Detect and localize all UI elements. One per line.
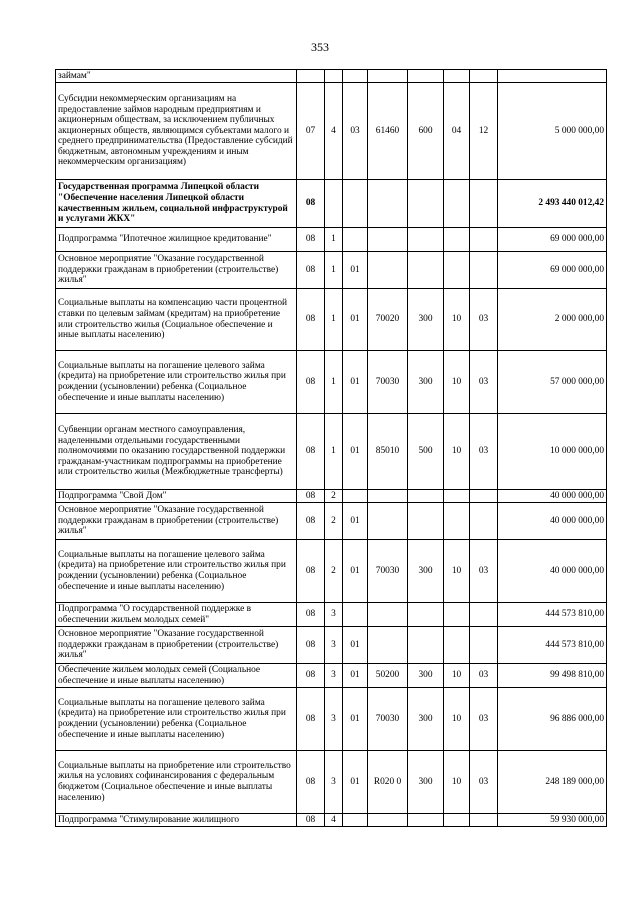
row-code-3: 01 xyxy=(343,503,368,540)
row-code-7: 03 xyxy=(470,414,498,490)
row-code-2: 1 xyxy=(325,228,343,252)
row-code-3 xyxy=(343,228,368,252)
row-name: Основное мероприятие "Оказание государственной поддержки гражданам в приобретении (строительстве) жилья" xyxy=(56,627,297,664)
row-code-5: 300 xyxy=(408,688,444,751)
row-code-4: 70030 xyxy=(368,540,408,603)
row-name: Подпрограмма "Свой Дом" xyxy=(56,490,297,503)
row-code-1: 08 xyxy=(297,228,325,252)
row-code-2: 3 xyxy=(325,688,343,751)
row-name: Подпрограмма "О государственной поддержке в обеспечении жильем молодых семей" xyxy=(56,603,297,627)
row-code-2: 2 xyxy=(325,540,343,603)
row-code-3: 01 xyxy=(343,414,368,490)
row-code-5 xyxy=(408,180,444,228)
row-code-6 xyxy=(444,228,470,252)
row-code-6 xyxy=(444,252,470,289)
row-amount: 99 498 810,00 xyxy=(498,664,607,688)
row-code-4 xyxy=(368,627,408,664)
row-code-2: 1 xyxy=(325,289,343,351)
row-code-7 xyxy=(470,252,498,289)
row-code-2: 4 xyxy=(325,814,343,827)
budget-table xyxy=(55,69,607,827)
row-code-5: 300 xyxy=(408,664,444,688)
row-code-2: 3 xyxy=(325,751,343,814)
row-code-2: 3 xyxy=(325,603,343,627)
row-code-4 xyxy=(368,70,408,83)
row-code-1: 08 xyxy=(297,603,325,627)
row-code-2: 2 xyxy=(325,490,343,503)
row-code-5: 600 xyxy=(408,83,444,180)
row-code-6: 04 xyxy=(444,83,470,180)
row-code-1: 08 xyxy=(297,627,325,664)
row-code-3 xyxy=(343,70,368,83)
row-code-7 xyxy=(470,603,498,627)
row-code-2 xyxy=(325,180,343,228)
row-name: Социальные выплаты на погашение целевого займа (кредита) на приобретение или строительство жилья при рождении (усыновлении) ребенка (Социальное обеспечение и иные выплаты населению) xyxy=(56,688,297,751)
row-code-3: 01 xyxy=(343,751,368,814)
row-code-1 xyxy=(297,70,325,83)
row-code-4 xyxy=(368,503,408,540)
row-amount: 444 573 810,00 xyxy=(498,603,607,627)
row-amount: 69 000 000,00 xyxy=(498,228,607,252)
table-row xyxy=(56,490,607,503)
row-code-3: 01 xyxy=(343,351,368,414)
row-code-4 xyxy=(368,228,408,252)
row-code-6: 10 xyxy=(444,351,470,414)
row-amount: 96 886 000,00 xyxy=(498,688,607,751)
row-code-7: 03 xyxy=(470,540,498,603)
row-name: Государственная программа Липецкой области "Обеспечение населения Липецкой области качественным жильем, социальной инфраструктурой и услугами ЖКХ" xyxy=(56,180,297,228)
table-row xyxy=(56,414,607,490)
row-name: Подпрограмма "Стимулирование жилищного xyxy=(56,814,297,827)
row-amount: 40 000 000,00 xyxy=(498,503,607,540)
row-code-7: 03 xyxy=(470,688,498,751)
row-code-3: 03 xyxy=(343,83,368,180)
row-amount: 10 000 000,00 xyxy=(498,414,607,490)
row-amount: 248 189 000,00 xyxy=(498,751,607,814)
row-code-4 xyxy=(368,180,408,228)
row-name: Субвенции органам местного самоуправления, наделенными отдельными государственными полномочиями по оказанию государственной поддержки гражданам-участникам подпрограммы на приобретение или строительство жилья (Межбюджетные трансферты) xyxy=(56,414,297,490)
row-code-3 xyxy=(343,814,368,827)
row-code-4: 70030 xyxy=(368,351,408,414)
row-code-6 xyxy=(444,603,470,627)
row-code-1: 08 xyxy=(297,751,325,814)
row-code-2 xyxy=(325,70,343,83)
row-amount: 69 000 000,00 xyxy=(498,252,607,289)
row-code-1: 08 xyxy=(297,503,325,540)
row-code-3 xyxy=(343,490,368,503)
row-code-3 xyxy=(343,603,368,627)
table-row xyxy=(56,289,607,351)
row-code-6 xyxy=(444,180,470,228)
row-code-5: 300 xyxy=(408,351,444,414)
row-code-4: 85010 xyxy=(368,414,408,490)
row-name: займам" xyxy=(56,70,297,83)
row-code-3: 01 xyxy=(343,688,368,751)
row-code-7 xyxy=(470,814,498,827)
row-code-5 xyxy=(408,503,444,540)
table-row xyxy=(56,540,607,603)
row-code-3 xyxy=(343,180,368,228)
row-code-7: 03 xyxy=(470,351,498,414)
row-code-2: 2 xyxy=(325,503,343,540)
row-code-7: 03 xyxy=(470,289,498,351)
row-code-1: 08 xyxy=(297,351,325,414)
row-code-4 xyxy=(368,814,408,827)
table-row xyxy=(56,664,607,688)
row-code-7 xyxy=(470,490,498,503)
table-row xyxy=(56,688,607,751)
row-amount: 2 000 000,00 xyxy=(498,289,607,351)
row-code-4: 50200 xyxy=(368,664,408,688)
row-code-3: 01 xyxy=(343,540,368,603)
row-code-5 xyxy=(408,228,444,252)
row-code-5 xyxy=(408,814,444,827)
row-code-2: 1 xyxy=(325,252,343,289)
row-code-1: 08 xyxy=(297,252,325,289)
row-code-7 xyxy=(470,627,498,664)
row-amount: 40 000 000,00 xyxy=(498,540,607,603)
table-row xyxy=(56,228,607,252)
page-number: 353 xyxy=(311,40,329,54)
row-name: Социальные выплаты на компенсацию части процентной ставки по целевым займам (кредитам) на приобретение или строительство жилья (Социальное обеспечение и иные выплаты населению) xyxy=(56,289,297,351)
row-code-2: 1 xyxy=(325,351,343,414)
row-code-5 xyxy=(408,490,444,503)
row-code-5: 300 xyxy=(408,751,444,814)
table-row xyxy=(56,83,607,180)
row-code-7 xyxy=(470,503,498,540)
row-code-2: 3 xyxy=(325,664,343,688)
row-code-7 xyxy=(470,180,498,228)
row-code-5 xyxy=(408,70,444,83)
row-name: Обеспечение жильем молодых семей (Социальное обеспечение и иные выплаты населению) xyxy=(56,664,297,688)
row-code-1: 08 xyxy=(297,540,325,603)
row-code-6 xyxy=(444,490,470,503)
row-amount: 57 000 000,00 xyxy=(498,351,607,414)
row-name: Субсидии некоммерческим организациям на предоставление займов народным предприятиям и акционерным обществам, за исключением публичных акционерных обществ, являющимся субъектами малого и среднего предпринимательства (Предоставление субсидий бюджетным, автономным учреждениям и иным некоммерческим организациям) xyxy=(56,83,297,180)
row-code-6: 10 xyxy=(444,289,470,351)
row-amount: 59 930 000,00 xyxy=(498,814,607,827)
row-name: Социальные выплаты на погашение целевого займа (кредита) на приобретение или строительство жилья при рождении (усыновлении) ребенка (Социальное обеспечение и иные выплаты населению) xyxy=(56,351,297,414)
row-code-1: 08 xyxy=(297,664,325,688)
table-row xyxy=(56,252,607,289)
row-code-6: 10 xyxy=(444,751,470,814)
row-name: Социальные выплаты на погашение целевого займа (кредита) на приобретение или строительство жилья при рождении (усыновлении) ребенка (Социальное обеспечение и иные выплаты населению) xyxy=(56,540,297,603)
row-code-5 xyxy=(408,627,444,664)
row-amount: 40 000 000,00 xyxy=(498,490,607,503)
row-code-7: 12 xyxy=(470,83,498,180)
row-code-3: 01 xyxy=(343,664,368,688)
row-code-4: 70030 xyxy=(368,688,408,751)
table-row xyxy=(56,351,607,414)
table-row xyxy=(56,70,607,83)
row-code-6: 10 xyxy=(444,540,470,603)
table-body xyxy=(56,70,607,827)
row-code-5: 300 xyxy=(408,540,444,603)
row-code-4 xyxy=(368,490,408,503)
row-code-6 xyxy=(444,627,470,664)
row-code-1: 07 xyxy=(297,83,325,180)
row-name: Основное мероприятие "Оказание государственной поддержки гражданам в приобретении (строительстве) жилья" xyxy=(56,503,297,540)
row-code-5: 500 xyxy=(408,414,444,490)
row-code-6: 10 xyxy=(444,664,470,688)
table-row xyxy=(56,180,607,228)
row-code-2: 4 xyxy=(325,83,343,180)
row-code-4: 61460 xyxy=(368,83,408,180)
row-code-7 xyxy=(470,70,498,83)
row-code-1: 08 xyxy=(297,414,325,490)
row-code-2: 1 xyxy=(325,414,343,490)
row-code-4 xyxy=(368,603,408,627)
row-code-6 xyxy=(444,70,470,83)
row-code-5 xyxy=(408,603,444,627)
row-code-7 xyxy=(470,228,498,252)
row-code-3: 01 xyxy=(343,627,368,664)
row-name: Основное мероприятие "Оказание государственной поддержки гражданам в приобретении (строительстве) жилья" xyxy=(56,252,297,289)
row-code-6: 10 xyxy=(444,414,470,490)
table-row xyxy=(56,503,607,540)
row-code-4 xyxy=(368,252,408,289)
row-code-1: 08 xyxy=(297,289,325,351)
row-name: Подпрограмма "Ипотечное жилищное кредитование" xyxy=(56,228,297,252)
table-row xyxy=(56,814,607,827)
row-code-6: 10 xyxy=(444,688,470,751)
table-row xyxy=(56,603,607,627)
row-code-3: 01 xyxy=(343,289,368,351)
row-code-1: 08 xyxy=(297,180,325,228)
row-code-6 xyxy=(444,814,470,827)
row-amount: 2 493 440 012,42 xyxy=(498,180,607,228)
row-name: Социальные выплаты на приобретение или строительство жилья на условиях софинансирования с федеральным бюджетом (Социальное обеспечение и иные выплаты населению) xyxy=(56,751,297,814)
row-code-5 xyxy=(408,252,444,289)
row-amount: 5 000 000,00 xyxy=(498,83,607,180)
table-row xyxy=(56,751,607,814)
row-amount: 444 573 810,00 xyxy=(498,627,607,664)
table-row xyxy=(56,627,607,664)
row-code-3: 01 xyxy=(343,252,368,289)
row-code-4: 70020 xyxy=(368,289,408,351)
row-code-1: 08 xyxy=(297,688,325,751)
row-code-6 xyxy=(444,503,470,540)
row-code-1: 08 xyxy=(297,490,325,503)
row-code-5: 300 xyxy=(408,289,444,351)
row-amount xyxy=(498,70,607,83)
row-code-4: R020 0 xyxy=(368,751,408,814)
row-code-7: 03 xyxy=(470,664,498,688)
row-code-1: 08 xyxy=(297,814,325,827)
row-code-2: 3 xyxy=(325,627,343,664)
row-code-7: 03 xyxy=(470,751,498,814)
